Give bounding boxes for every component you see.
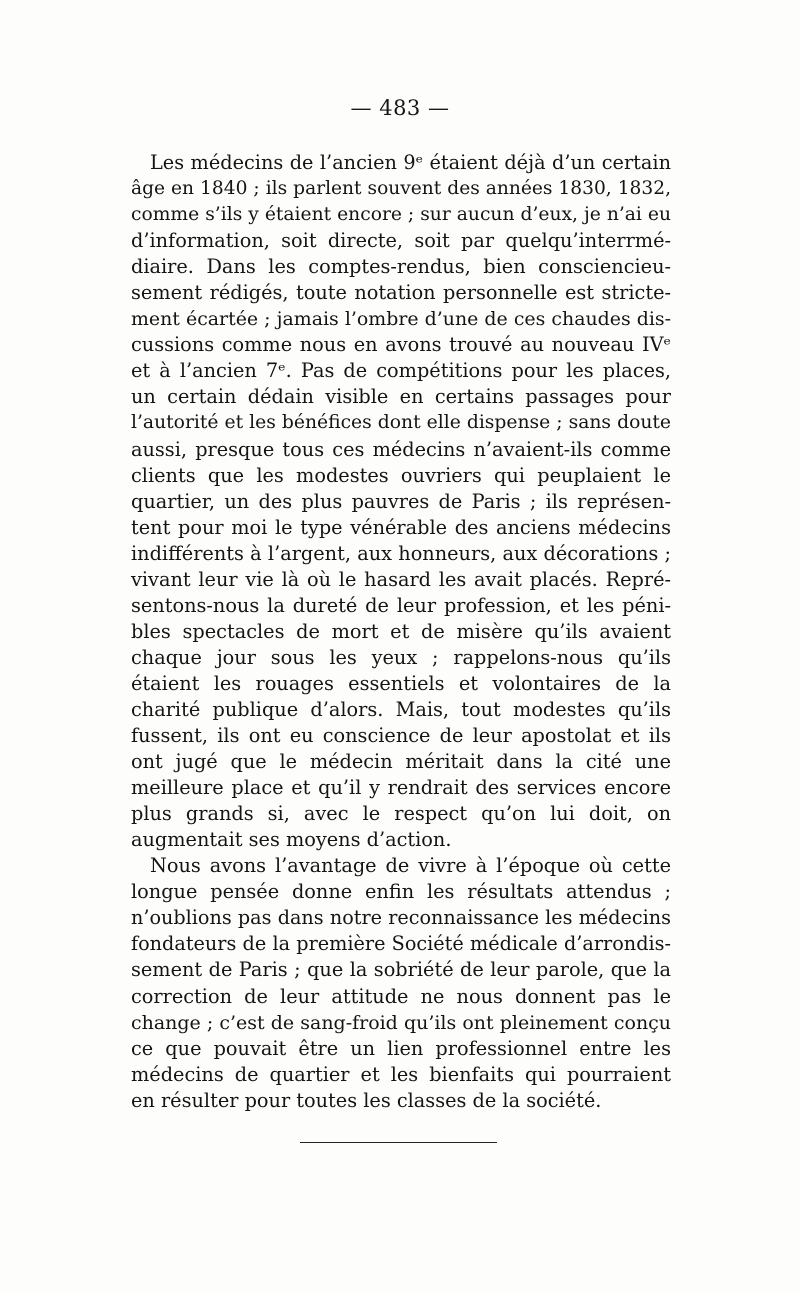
- paragraph-2: [131, 853, 671, 1113]
- body-text: [131, 150, 671, 1114]
- text-line: étaient les rouages essentiels et volontaires de la: [131, 671, 671, 695]
- text-line: clients que les modestes ouvriers qui peuplaient le: [131, 463, 671, 487]
- text-line: augmentait ses moyens d’action.: [131, 828, 452, 852]
- text-line: un certain dédain visible en certains passages pour: [131, 385, 671, 409]
- end-rule: [300, 1142, 497, 1143]
- text-line: Les médecins de l’ancien 9ᵉ étaient déjà d’un certain: [150, 151, 671, 174]
- text-line: correction de leur attitude ne nous donnent pas le: [131, 984, 671, 1008]
- text-line: fussent, ils ont eu conscience de leur apostolat et ils: [131, 724, 671, 748]
- text-line: quartier, un des plus pauvres de Paris ; ils représen-: [131, 489, 671, 513]
- text-line: et à l’ancien 7ᵉ. Pas de compétitions pour les places,: [131, 359, 671, 383]
- text-line: charité publique d’alors. Mais, tout modestes qu’ils: [131, 697, 671, 721]
- text-line: l’autorité et les bénéfices dont elle dispense ; sans doute: [131, 412, 671, 434]
- text-line: indifférents à l’argent, aux honneurs, aux décorations ;: [131, 541, 671, 565]
- text-line: diaire. Dans les comptes-rendus, bien consciencieu-: [131, 255, 671, 279]
- text-line: bles spectacles de mort et de misère qu’ils avaient: [131, 619, 671, 643]
- text-line: Nous avons l’avantage de vivre à l’époque où cette: [150, 854, 671, 878]
- text-line: âge en 1840 ; ils parlent souvent des années 1830, 1832,: [131, 178, 671, 200]
- text-line: change ; c’est de sang-froid qu’ils ont pleinement conçu: [131, 1011, 671, 1034]
- text-line: d’information, soit directe, soit par quelqu’interrmé-: [131, 229, 671, 253]
- text-line: cussions comme nous en avons trouvé au nouveau IVᵉ: [131, 333, 671, 357]
- text-line: vivant leur vie là où le hasard les avait placés. Repré-: [131, 567, 671, 591]
- text-line: longue pensée donne enfin les résultats attendus ;: [131, 880, 671, 904]
- text-line: plus grands si, avec le respect qu’on lui doit, on: [131, 802, 671, 826]
- paragraph-1: [131, 150, 671, 853]
- text-line: tent pour moi le type vénérable des anciens médecins: [131, 515, 671, 539]
- text-line: aussi, presque tous ces médecins n’avaient-ils comme: [131, 437, 671, 461]
- text-line: n’oublions pas dans notre reconnaissance les médecins: [131, 906, 671, 930]
- text-line: meilleure place et qu’il y rendrait des services encore: [131, 776, 671, 800]
- text-line: ce que pouvait être un lien professionnel entre les: [131, 1036, 671, 1060]
- page-number: — 483 —: [350, 96, 450, 120]
- text-line: ment écartée ; jamais l’ombre d’une de ces chaudes dis-: [131, 308, 671, 331]
- text-line: sentons-nous la dureté de leur profession, et les péni-: [131, 593, 671, 617]
- text-line: en résulter pour toutes les classes de la société.: [131, 1088, 602, 1112]
- text-line: sement rédigés, toute notation personnelle est stricte-: [131, 281, 671, 305]
- text-line: comme s’ils y étaient encore ; sur aucun d’eux, je n’ai eu: [131, 204, 671, 226]
- text-line: ont jugé que le médecin méritait dans la cité une: [131, 750, 671, 774]
- text-line: chaque jour sous les yeux ; rappelons-nous qu’ils: [131, 645, 671, 669]
- text-line: sement de Paris ; que la sobriété de leur parole, que la: [131, 958, 671, 982]
- text-line: médecins de quartier et les bienfaits qui pourraient: [131, 1062, 671, 1086]
- text-line: fondateurs de la première Société médicale d’arrondis-: [131, 932, 671, 956]
